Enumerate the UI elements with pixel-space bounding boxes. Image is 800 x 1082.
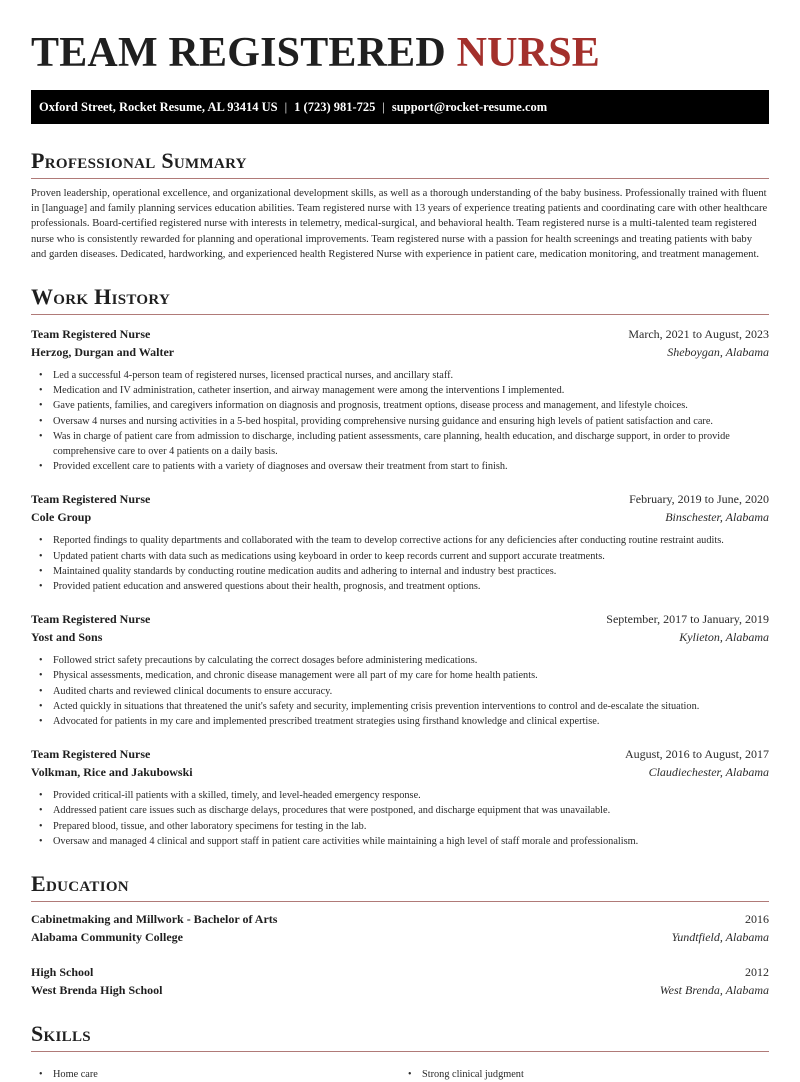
job-title: Team Registered Nurse [31,327,151,342]
education-location: West Brenda, Alabama [659,983,769,998]
contact-bar [31,90,769,124]
job-bullet: • Led a successful 4-person team of registered nurses, licensed practical nurses, and ancillary staff. [39,368,769,383]
education-year: 2016 [745,912,769,927]
job-bullet: • Addressed patient care issues such as discharge delays, procedures that were postponed, and discharge equipment that was unavailable. [39,803,769,818]
job-entry [31,745,769,849]
skill-item: • Strong clinical judgment [408,1067,769,1082]
section-heading-work-history: Work History [31,284,769,315]
education-degree: Cabinetmaking and Millwork - Bachelor of Arts [31,912,278,927]
education-entry [31,910,769,946]
summary-text: Proven leadership, operational excellence, and organizational development skills, as well as a thorough understanding of the baby business. Professionally trained with fluent in [language] and family planning services education abilities. Team registered nurse with 13 years of experience treating patients and coordinating care with other healthcare professionals. Board-certified registered nurse with interests in telemetry, medical-surgical, and behavioral health. Team registered nurse is a multi-talented team registered nurse who is consistently rewarded for planning and operational improvements. Team registered nurse with a passion for health screenings and treating patients with baby and garden diseases. Dedicated, hardworking, and experienced health Registered Nurse with experience in patient care, medication monitoring, and treatment management. [31,188,768,260]
job-location: Kylieton, Alabama [679,630,769,645]
job-bullet: • Oversaw and managed 4 clinical and support staff in patient care activities while maintaining a high level of staff morale and professionalism. [39,834,769,849]
job-bullet: • Maintained quality standards by conducting routine medication audits and adhering to internal and industry best practices. [39,564,769,579]
job-company: Yost and Sons [31,630,103,645]
job-bullet: • Oversaw 4 nurses and nursing activities in a 5-bed hospital, providing comprehensive nursing guidance and ensuring high levels of patient satisfaction and care. [39,414,769,429]
job-location: Claudiechester, Alabama [648,765,769,780]
job-bullet: • Provided critical-ill patients with a skilled, timely, and level-headed emergency response. [39,788,769,803]
section-heading-education: Education [31,871,769,902]
contact-email[interactable]: support@rocket-resume.com [391,99,548,114]
job-bullets [31,788,769,849]
job-bullet: • Advocated for patients in my care and implemented prescribed treatment strategies using firsthand knowledge and clinical expertise. [39,714,769,729]
education-degree: High School [31,965,94,980]
skill-item: • Home care [39,1067,400,1082]
job-entry [31,490,769,594]
education-school: West Brenda High School [31,983,163,998]
education-entry [31,963,769,999]
job-title: Team Registered Nurse [31,612,151,627]
job-entry [31,325,769,474]
title-accent: NURSE [456,30,600,76]
job-bullets [31,533,769,594]
job-bullet: • Physical assessments, medication, and chronic disease management were all part of my care for home health patients. [39,668,769,683]
job-bullet: • Prepared blood, tissue, and other laboratory specimens for testing in the lab. [39,819,769,834]
job-bullet: • Updated patient charts with data such as medications using keyboard in order to keep records current and support accurate treatments. [39,549,769,564]
section-heading-skills: Skills [31,1021,769,1052]
section-heading-summary: Professional Summary [31,148,769,179]
education-school: Alabama Community College [31,930,183,945]
contact-separator: | [284,99,288,114]
job-bullet: • Was in charge of patient care from admission to discharge, including patient assessments, care planning, health education, and discharge support, in order to provide comprehensive care to over 4 patients on a daily basis. [39,429,769,459]
skills-column-right [400,1067,769,1082]
job-bullets [31,653,769,729]
resume-title [31,30,769,76]
job-dates: February, 2019 to June, 2020 [629,492,769,507]
job-company: Herzog, Durgan and Walter [31,345,175,360]
job-company: Cole Group [31,510,92,525]
education-year: 2012 [745,965,769,980]
skills-column-left [31,1067,400,1082]
job-bullets [31,368,769,474]
job-bullet: • Acted quickly in situations that threatened the unit's safety and security, implementing crisis prevention interventions to control and de-escalate the situation. [39,699,769,714]
contact-separator: | [382,99,385,114]
job-dates: August, 2016 to August, 2017 [624,747,769,762]
job-company: Volkman, Rice and Jakubowski [31,765,193,780]
skills-list [31,1060,769,1082]
job-dates: March, 2021 to August, 2023 [628,327,769,342]
job-bullet: • Provided patient education and answered questions about their health, prognosis, and treatment options. [39,579,769,594]
job-bullet: • Followed strict safety precautions by calculating the correct dosages before administering medications. [39,653,769,668]
job-bullet: • Medication and IV administration, catheter insertion, and airway management were among the interventions I implemented. [39,383,769,398]
job-dates: September, 2017 to January, 2019 [606,612,769,627]
education-location: Yundtfield, Alabama [671,930,769,945]
job-bullet: • Audited charts and reviewed clinical documents to ensure accuracy. [39,684,769,699]
job-entry [31,610,769,729]
job-bullet: • Reported findings to quality departments and collaborated with the team to develop corrective actions for any deficiencies after conducting routine restraint audits. [39,533,769,548]
job-location: Binschester, Alabama [665,510,769,525]
job-location: Sheboygan, Alabama [667,345,769,360]
job-title: Team Registered Nurse [31,747,151,762]
contact-address: Oxford Street, Rocket Resume, AL 93414 US [39,99,278,114]
contact-phone[interactable]: 1 (723) 981-725 [294,99,376,114]
job-bullet: • Gave patients, families, and caregivers information on diagnosis and prognosis, treatment options, disease process and management, and lifestyle choices. [39,398,769,413]
job-title: Team Registered Nurse [31,492,151,507]
job-bullet: • Provided excellent care to patients with a variety of diagnoses and oversaw their treatment from start to finish. [39,459,769,474]
title-main: TEAM REGISTERED [31,30,446,76]
